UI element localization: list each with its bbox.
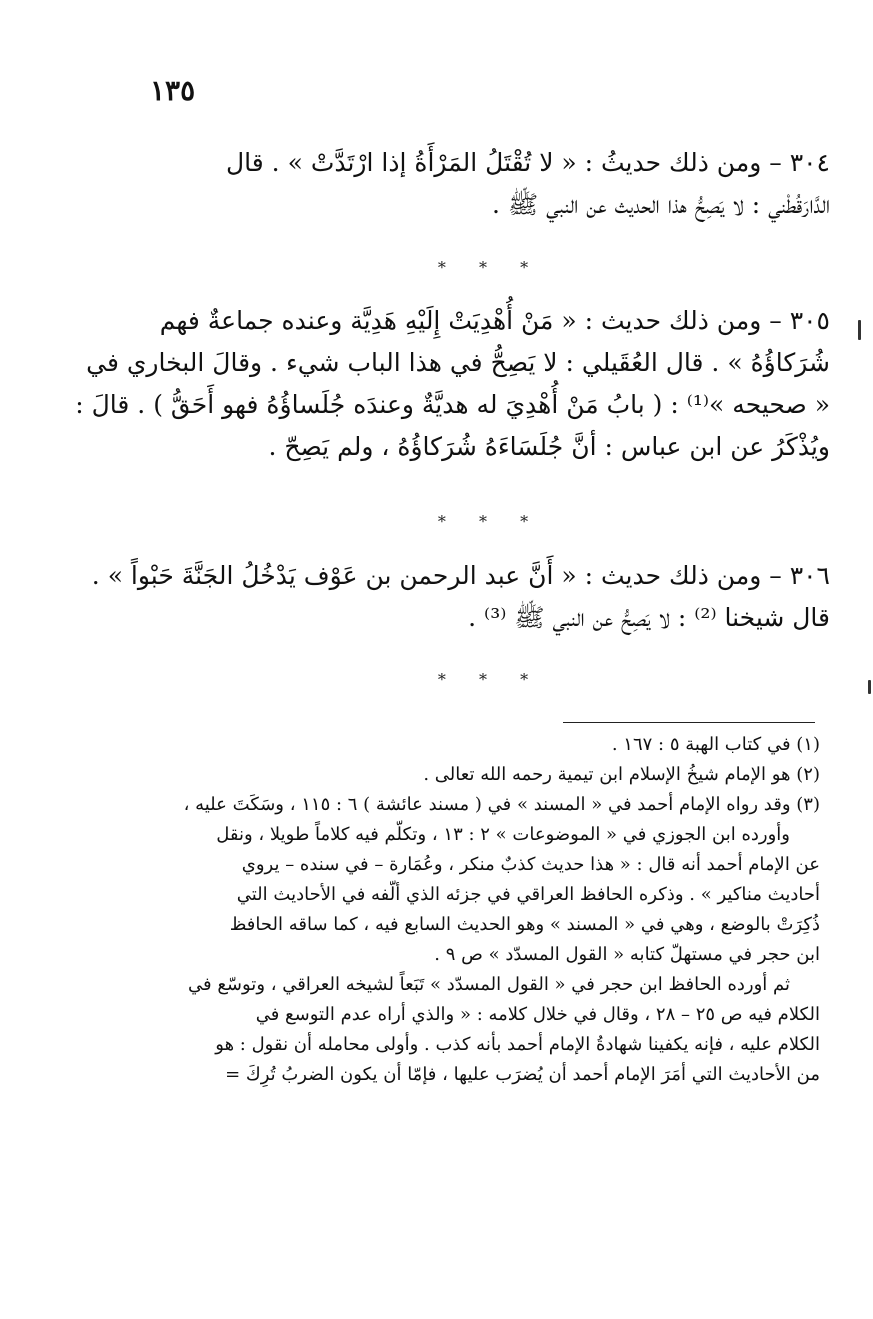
entry-304: [150, 142, 830, 226]
entry-305-line-4: ويُذْكَرُ عن ابن عباس : أنَّ جُلَسَاءَهُ شُرَكاؤُهُ ، ولم يَصِحّ .: [268, 432, 830, 461]
footnote-3b-line: الكلام فيه ص ٢٥ – ٢٨ ، وقال في خلال كلامه : « والذي أراه عدم التوسع في: [255, 1004, 820, 1025]
margin-mark: [858, 320, 861, 340]
entry-305-line-2: شُرَكاؤُهُ » . قال العُقَيلي : لا يَصِحُّ في هذا الباب شيء . وقالَ البخاري في: [86, 348, 830, 377]
footnote-divider: [563, 722, 815, 723]
entry-306-line-1: ٣٠٦ – ومن ذلك حديث : « أَنَّ عبد الرحمن بن عَوْف يَدْخُلُ الجَنَّةَ حَبْواً » .: [91, 561, 830, 590]
footnote-3-line: عن الإمام أحمد أنه قال : « هذا حديث كذبٌ منكر ، وعُمَارة – في سنده – يروي: [241, 854, 820, 875]
entry-305-line-1: ٣٠٥ – ومن ذلك حديث : « مَنْ أُهْدِيَتْ إِلَيْهِ هَدِيَّة وعنده جماعةٌ فهم: [159, 306, 830, 335]
page-number: ١٣٥: [150, 74, 196, 107]
entry-304-line-1: ٣٠٤ – ومن ذلك حديثُ : « لا تُقْتَلُ المَرْأَةُ إذا ارْتَدَّتْ » . قال: [226, 148, 830, 177]
entry-306: [91, 555, 830, 639]
separator-2: * * *: [437, 512, 543, 531]
footnote-3-line: وأورده ابن الجوزي في « الموضوعات » ٢ : ١٣ ، وتكلّم فيه كلاماً طويلا ، ونقل: [216, 824, 790, 845]
entry-304-line-2: الدَّارَقُطْني : لا يَصِحُّ هذا الحديث عن النبي ﷺ .: [492, 190, 830, 219]
footnote-1: (١) في كتاب الهبة ٥ : ١٦٧ .: [611, 734, 820, 755]
footnote-3b-line: الكلام عليه ، فإنه يكفينا شهادةُ الإمام أحمد بأنه كذب . وأولى محامله أن نقول : هو: [215, 1034, 820, 1055]
separator-3: * * *: [437, 670, 543, 689]
separator-1: * * *: [437, 258, 543, 277]
footnote-2: (٢) هو الإمام شيخُ الإسلام ابن تيمية رحمه الله تعالى .: [423, 764, 820, 785]
footnote-3b-line: ثم أورده الحافظ ابن حجر في « القول المسدّد » تَبَعاً لشيخه العراقي ، وتوسّع في: [188, 974, 790, 995]
footnote-3-line: ابن حجر في مستهلّ كتابه « القول المسدّد » ص ٩ .: [434, 944, 820, 965]
entry-305-line-3: « صحيحه »⁽¹⁾ : ( بابُ مَنْ أُهْدِيَ له هديَّةٌ وعندَه جُلَساؤُهُ فهو أَحَقُّ ) . قالَ :: [75, 390, 830, 419]
margin-mark: [868, 680, 871, 694]
entry-306-line-2: قال شيخنا ⁽²⁾ : لا يَصِحُّ عن النبي ﷺ ⁽³⁾ .: [468, 603, 830, 632]
entry-305: [75, 300, 830, 468]
footnote-3-line: ذُكِرَتْ بالوضع ، وهي في « المسند » وهو الحديث السابع فيه ، كما ساقه الحافظ: [229, 914, 820, 935]
footnotes: [105, 730, 820, 1090]
footnote-3: [105, 790, 820, 1090]
footnote-3-line: أحاديث مناكير » . وذكره الحافظ العراقي في جزئه الذي ألّفه في الأحاديث التي: [236, 884, 820, 905]
footnote-3b-line: من الأحاديث التي أمَرَ الإمام أحمد أن يُضرَب عليها ، فإمّا أن يكون الضربُ تُرِكَ =: [225, 1064, 820, 1085]
footnote-3-line: (٣) وقد رواه الإمام أحمد في « المسند » في ( مسند عائشة ) ٦ : ١١٥ ، وسَكَتَ عليه ،: [183, 794, 820, 815]
